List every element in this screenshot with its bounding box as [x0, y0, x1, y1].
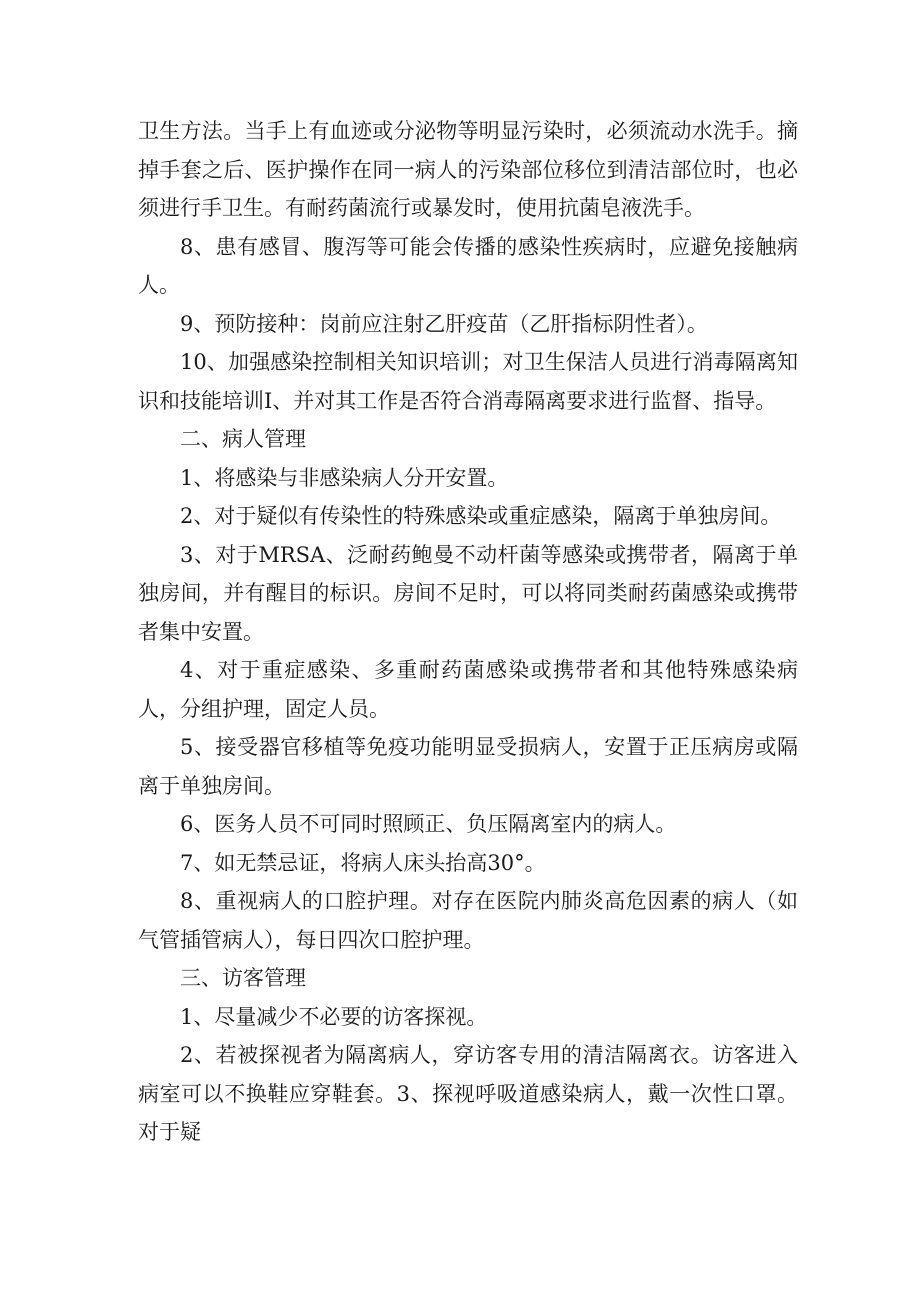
paragraph-patient-item-8: 8、重视病人的口腔护理。对存在医院内肺炎高危因素的病人（如气管插管病人），每日四次口腔护理。 [138, 889, 798, 952]
section-heading-patient-management: 二、病人管理 [180, 427, 306, 451]
paragraph-visitor-item-1: 1、尽量减少不必要的访客探视。 [180, 1004, 488, 1029]
paragraph-patient-item-7: 7、如无禁忌证，将病人床头抬高30°。 [180, 850, 546, 875]
paragraph-patient-item-4: 4、对于重症感染、多重耐药菌感染或携带者和其他特殊感染病人，分组护理，固定人员。 [138, 658, 798, 721]
section-heading-visitor-management: 三、访客管理 [180, 966, 306, 990]
paragraph-patient-item-3: 3、对于MRSA、泛耐药鲍曼不动杆菌等感染或携带者，隔离于单独房间，并有醒目的标识。房间不足时，可以将同类耐药菌感染或携带者集中安置。 [138, 542, 798, 644]
paragraph-item-8-illness: 8、患有感冒、腹泻等可能会传播的感染性疾病时，应避免接触病人。 [138, 234, 798, 297]
paragraph-hand-hygiene-continued: 卫生方法。当手上有血迹或分泌物等明显污染时，必须流动水洗手。摘掉手套之后、医护操作在同一病人的污染部位移位到清洁部位时，也必须进行手卫生。有耐药菌流行或暴发时，使用抗菌皂液洗手。 [138, 119, 798, 220]
paragraph-visitor-item-2: 2、若被探视者为隔离病人，穿访客专用的清洁隔离衣。访客进入病室可以不换鞋应穿鞋套。3、探视呼吸道感染病人，戴一次性口罩。对于疑 [138, 1043, 798, 1144]
document-body [138, 112, 798, 1152]
paragraph-patient-item-6: 6、医务人员不可同时照顾正、负压隔离室内的病人。 [180, 812, 677, 836]
paragraph-patient-item-1: 1、将感染与非感染病人分开安置。 [180, 465, 509, 490]
paragraph-item-9-vaccination: 9、预防接种：岗前应注射乙肝疫苗（乙肝指标阴性者）。 [180, 311, 708, 336]
paragraph-item-10-training: 10、加强感染控制相关知识培训；对卫生保洁人员进行消毒隔离知识和技能培训I、并对其工作是否符合消毒隔离要求进行监督、指导。 [138, 350, 798, 413]
paragraph-patient-item-5: 5、接受器官移植等免疫功能明显受损病人，安置于正压病房或隔离于单独房间。 [138, 735, 798, 798]
paragraph-patient-item-2: 2、对于疑似有传染性的特殊感染或重症感染，隔离于单独房间。 [180, 504, 782, 528]
